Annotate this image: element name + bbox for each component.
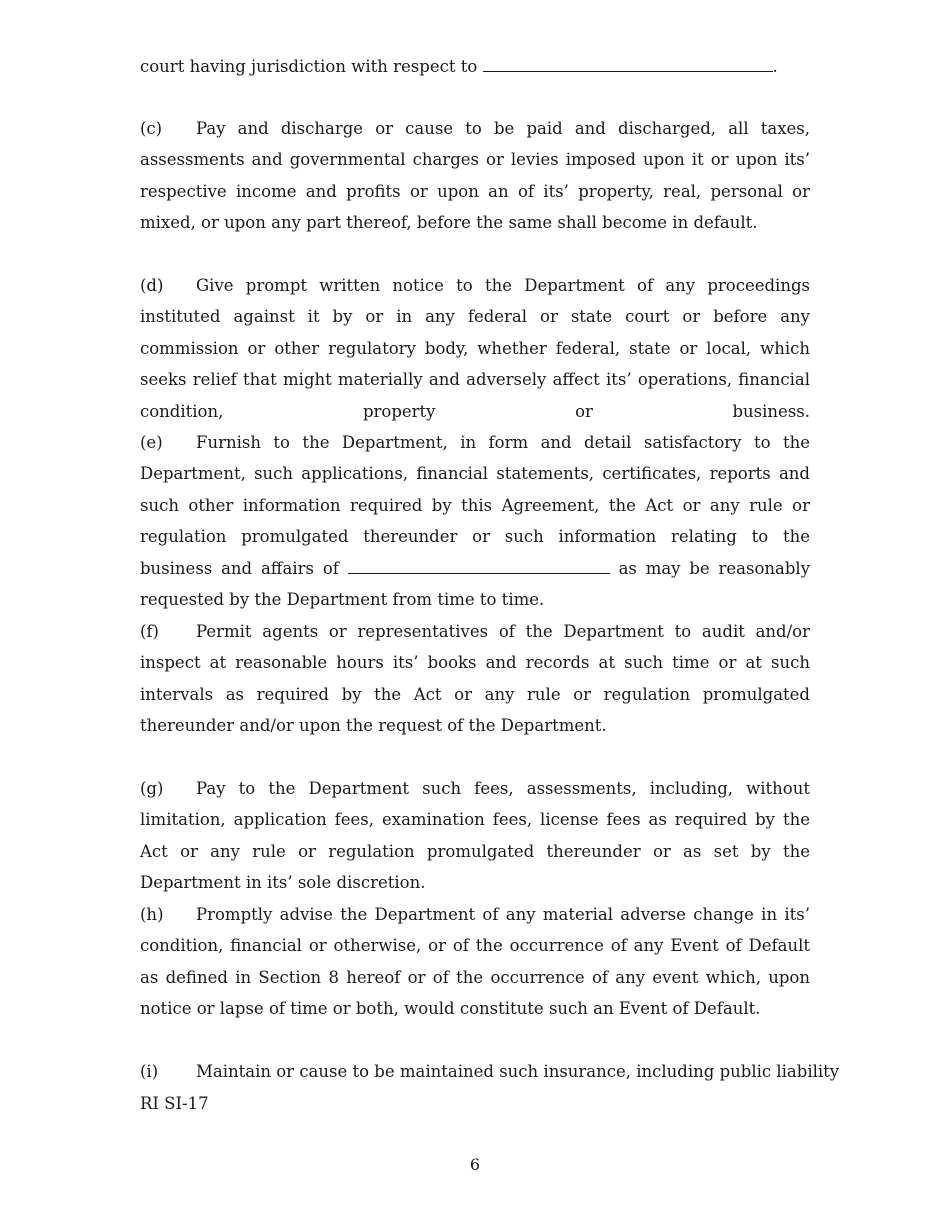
clause-h: [140, 899, 810, 1025]
continuation-line: [140, 57, 778, 77]
page-number: 6: [469, 1155, 481, 1174]
clause-i-label: (i): [140, 1062, 159, 1081]
clause-c-label: (c): [140, 119, 163, 138]
clause-d: [140, 270, 810, 427]
jurisdiction-blank-field[interactable]: [483, 57, 773, 72]
clause-h-label: (h): [140, 905, 164, 924]
clause-f-label: (f): [140, 622, 159, 641]
clause-c: [140, 113, 810, 239]
clause-e-text-before: Furnish to the Department, in form and detail satisfactory to the Department, such applications, financial statements, certificates, reports and such other information required by this Agreement, the Act or any rule or regulation promulgated thereunder or such information relating to the business and affairs of: [140, 433, 810, 578]
clause-d-text: Give prompt written notice to the Department of any proceedings instituted against it by or in any federal or state court or before any commission or other regulatory body, whether federal, state or local, which seeks relief that might materially and adversely affect its’ operations, financial condition, property or business.: [140, 276, 810, 421]
form-code: RI SI-17: [140, 1094, 209, 1113]
clause-g-text: Pay to the Department such fees, assessments, including, without limitation, application fees, examination fees, license fees as required by the Act or any rule or regulation promulgated thereunder or as set by the Department in its’ sole discretion.: [140, 779, 810, 893]
clause-f: [140, 616, 810, 742]
clause-h-text: Promptly advise the Department of any material adverse change in its’ condition, financial or otherwise, or of the occurrence of any Event of Default as defined in Section 8 hereof or of the occurrence of any event which, upon notice or lapse of time or both, would constitute such an Event of Default.: [140, 905, 810, 1019]
continuation-text: court having jurisdiction with respect to: [140, 57, 478, 76]
clause-g: [140, 773, 810, 899]
clause-f-text: Permit agents or representatives of the Department to audit and/or inspect at reasonable hours its’ books and records at such time or at such intervals as required by the Act or any rule or regulation promulgated thereunder and/or upon the request of the Department.: [140, 622, 810, 736]
clause-e-text-after: as may be reasonably requested by the Department from time to time.: [140, 558, 811, 610]
clause-i-text: Maintain or cause to be maintained such insurance, including public liability: [196, 1062, 840, 1081]
clause-e-label: (e): [140, 433, 163, 452]
clause-e: [140, 427, 810, 615]
clause-i: [140, 1062, 839, 1082]
continuation-end: .: [772, 57, 778, 76]
clause-c-text: Pay and discharge or cause to be paid and discharged, all taxes, assessments and governmental charges or levies imposed upon it or upon its’ respective income and profits or upon an of its’ property, real, personal or mixed, or upon any part thereof, before the same shall become in default.: [140, 119, 810, 233]
business-affairs-blank-field[interactable]: [348, 559, 610, 574]
clause-g-label: (g): [140, 779, 164, 798]
clause-d-label: (d): [140, 276, 164, 295]
